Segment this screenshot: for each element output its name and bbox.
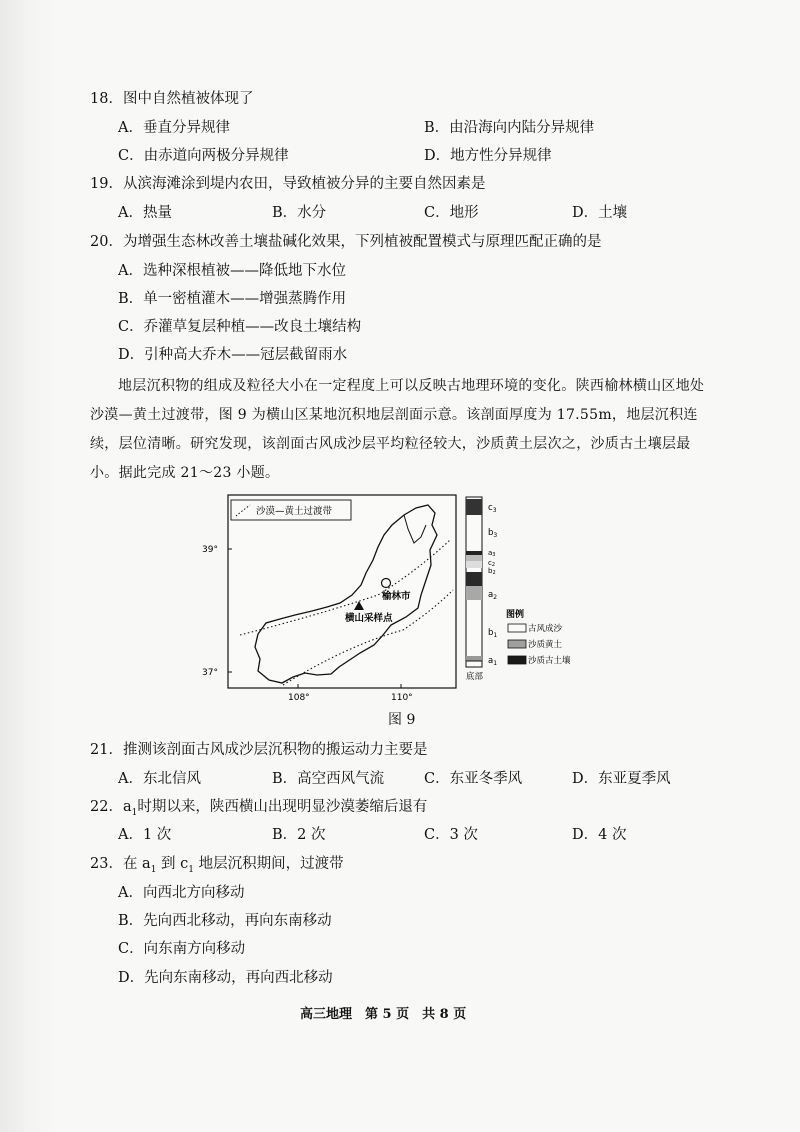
q18-option-b: B．由沿海向内陆分异规律 xyxy=(424,120,595,136)
label-b3: b xyxy=(488,528,494,538)
q23-option-b: B．先向西北移动，再向东南移动 xyxy=(118,913,332,929)
figure-9-svg xyxy=(202,495,571,703)
label-b2: b xyxy=(488,567,493,575)
label-c3: c xyxy=(488,503,493,513)
question-20-stem: 20．为增强生态林改善土壤盐碱化效果，下列植被配置模式与原理匹配正确的是 xyxy=(90,234,602,250)
legend-paleosol: 沙质古土壤 xyxy=(528,656,571,666)
q20-option-d: D．引种高大乔木——冠层截留雨水 xyxy=(118,347,348,363)
figure-caption: 图 9 xyxy=(388,712,416,728)
legend-swatch-aeolian-sand xyxy=(508,624,526,632)
lat-39-label: 39° xyxy=(202,545,218,555)
lon-108-label: 108° xyxy=(288,693,310,703)
svg-text:a2: $a_2$ xyxy=(488,590,498,601)
q20-option-c: C．乔灌草复层种植——改良土壤结构 xyxy=(118,319,362,335)
q23-option-c: C．向东南方向移动 xyxy=(118,941,246,957)
q22-option-b: B．2 次 xyxy=(272,827,326,843)
svg-text:b2: b2 xyxy=(488,567,496,576)
q19-option-d: D．土壤 xyxy=(572,205,628,221)
label-bottom: 底部 xyxy=(466,672,484,682)
q18-option-d: D．地方性分异规律 xyxy=(424,148,552,164)
svg-text:c3: $c_3$ xyxy=(488,503,497,514)
q23-option-a: A．向西北方向移动 xyxy=(118,885,245,901)
label-a1: a xyxy=(488,656,494,666)
question-18-stem: 18．图中自然植被体现了 xyxy=(90,91,254,107)
legend-title: 图例 xyxy=(506,610,525,620)
label-c2: c xyxy=(488,559,492,567)
q19-option-c: C．地形 xyxy=(424,205,479,221)
question-21-stem: 21．推测该剖面古风成沙层沉积物的搬运动力主要是 xyxy=(90,742,428,758)
city-marker-icon xyxy=(382,579,391,588)
page-footer: 高三地理 第 5 页 共 8 页 xyxy=(300,1007,467,1022)
label-a3: a xyxy=(488,549,493,557)
legend-swatch-sandy-loess xyxy=(508,640,526,648)
legend-transition-label: 沙漠—黄土过渡带 xyxy=(256,506,333,517)
svg-text:a3: a3 xyxy=(488,549,496,558)
reading-passage: 地层沉积物的组成及粒径大小在一定程度上可以反映古地理环境的变化。陕西榆林横山区地处沙漠—黄土过渡带，图 9 为横山区某地沉积地层剖面示意。该剖面厚度为 17.55m，地层沉积连续，层位清晰。研究发现，该剖面古风成沙层平均粒径较大，沙质黄土层次之，沙质古土壤层最小。据此完成 21～23 小题。 xyxy=(90,378,705,481)
q19-option-b: B．水分 xyxy=(272,205,327,221)
city-label: 榆林市 xyxy=(382,591,411,602)
label-b1: b xyxy=(488,628,494,638)
legend-sandy-loess: 沙质黄土 xyxy=(528,640,563,650)
q22-option-c: C．3 次 xyxy=(424,827,478,843)
figure-9 xyxy=(202,495,571,703)
strat-column xyxy=(466,497,482,667)
lat-37-label: 37° xyxy=(202,668,218,678)
q20-option-a: A．选种深根植被——降低地下水位 xyxy=(118,263,346,279)
q21-option-b: B．高空西风气流 xyxy=(272,771,385,787)
q19-option-a: A．热量 xyxy=(118,205,172,221)
svg-text:b1: $b_1$ xyxy=(488,628,498,639)
q21-option-c: C．东亚冬季风 xyxy=(424,771,523,787)
q18-option-a: A．垂直分异规律 xyxy=(118,120,230,136)
question-19-stem: 19．从滨海滩涂到堤内农田，导致植被分异的主要自然因素是 xyxy=(90,176,486,192)
legend-swatch-paleosol xyxy=(508,656,526,664)
question-22-stem: 22．$a_1$时期以来，陕西横山出现明显沙漠萎缩后退有 xyxy=(90,799,428,818)
lon-110-label: 110° xyxy=(391,693,413,703)
q18-option-c: C．由赤道向两极分异规律 xyxy=(118,148,289,164)
q23-option-d: D．先向东南移动，再向西北移动 xyxy=(118,970,333,986)
question-23-stem: 23．在 $a_1$ 到 $c_1$ 地层沉积期间，过渡带 xyxy=(90,856,344,875)
q21-option-a: A．东北信风 xyxy=(118,771,201,787)
legend-aeolian-sand: 古风成沙 xyxy=(528,624,563,634)
site-label: 横山采样点 xyxy=(345,613,393,624)
q20-option-b: B．单一密植灌木——增强蒸腾作用 xyxy=(118,291,347,307)
svg-text:a1: $a_1$ xyxy=(488,656,498,667)
svg-text:b3: $b_3$ xyxy=(488,528,498,539)
q22-option-a: A．1 次 xyxy=(118,827,172,843)
q22-option-d: D．4 次 xyxy=(572,827,627,843)
svg-text:c2: c2 xyxy=(488,559,496,568)
label-a2: a xyxy=(488,590,494,600)
q21-option-d: D．东亚夏季风 xyxy=(572,771,671,787)
